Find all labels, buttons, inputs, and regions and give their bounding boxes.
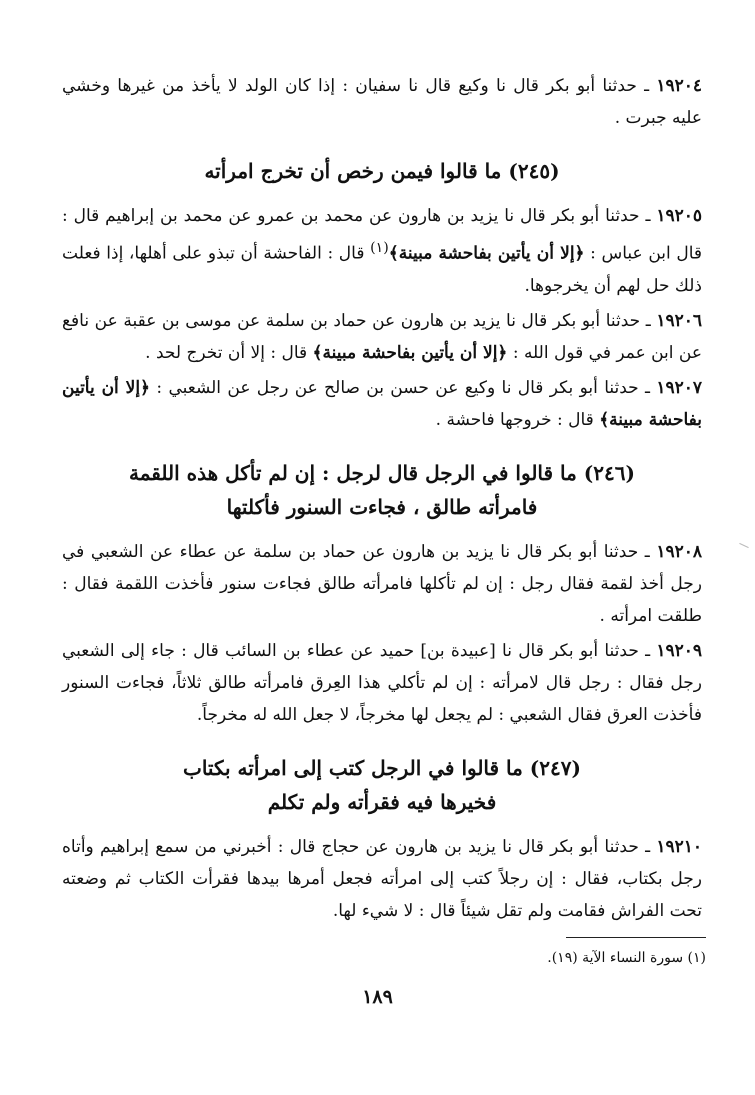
heading-line: فخيرها فيه فقرأته ولم تكلم xyxy=(267,789,497,814)
hadith-text: قال : إلا أن تخرج لحد . xyxy=(145,342,308,363)
hadith-number: ١٩٢٠٩ xyxy=(656,640,702,661)
hadith-text: ـ حدثنا أبو بكر قال نا يزيد بن هارون عن حماد بن سلمة عن عطاء عن الشعبي في رجل أخذ لقمة فقال رجل : إن لم تأكلها فامرأته طالق فجاءت سنور فأخذت اللقمة فقال : طلقت امرأته . xyxy=(62,541,702,626)
hadith-text: ـ حدثنا أبو بكر قال نا يزيد بن هارون عن حماد بن سلمة عن موسى بن عقبة عن نافع عن ابن عمر في قول الله : xyxy=(62,310,702,363)
hadith-text: ـ حدثنا أبو بكر قال نا وكيع عن حسن بن صالح عن رجل عن الشعبي : xyxy=(156,377,651,398)
section-heading-246 xyxy=(62,456,702,524)
footnote: (١) سورة النساء الآية (١٩). xyxy=(547,950,706,966)
hadith-number: ١٩٢١٠ xyxy=(656,836,702,857)
heading-line: (٢٤٧) ما قالوا في الرجل كتب إلى امرأته بكتاب xyxy=(183,755,581,780)
hadith-19206 xyxy=(62,305,702,369)
hadith-number: ١٩٢٠٤ xyxy=(656,76,703,96)
quran-verse: ﴿إلا أن يأتين بفاحشة مبينة﴾ xyxy=(62,377,702,430)
hadith-19209 xyxy=(62,635,702,731)
hadith-number: ١٩٢٠٦ xyxy=(656,310,702,331)
heading-line: (٢٤٥) ما قالوا فيمن رخص أن تخرج امرأته xyxy=(204,159,560,183)
quran-verse: ﴿إلا أن يأتين بفاحشة مبينة﴾ xyxy=(312,342,508,363)
hadith-text: قال : خروجها فاحشة . xyxy=(435,409,594,430)
document-body xyxy=(62,70,702,930)
hadith-19210 xyxy=(62,831,702,927)
hadith-text: ـ حدثنا أبو بكر قال نا يزيد بن هارون عن محمد بن عمرو عن محمد بن إبراهيم قال : قال ابن عباس : xyxy=(62,206,702,264)
section-heading-247 xyxy=(62,751,702,819)
section-heading-245 xyxy=(62,154,702,188)
hadith-number: ١٩٢٠٨ xyxy=(656,541,702,562)
hadith-text: ـ حدثنا أبو بكر قال نا وكيع قال نا سفيان : إذا كان الولد لا يأخذ من غيرها وخشي عليه جبرت . xyxy=(62,76,702,128)
heading-line: فامرأته طالق ، فجاءت السنور فأكلتها xyxy=(226,494,538,519)
hadith-number: ١٩٢٠٧ xyxy=(656,377,703,398)
hadith-number: ١٩٢٠٥ xyxy=(656,206,703,226)
hadith-19208 xyxy=(62,536,702,632)
footnote-divider xyxy=(566,937,706,938)
hadith-text: قال : الفاحشة أن تبذو على أهلها، إذا فعلت ذلك حل لهم أن يخرجوها. xyxy=(62,243,702,296)
page-number: ١٨٩ xyxy=(362,986,393,1008)
quran-verse: ﴿إلا أن يأتين بفاحشة مبينة﴾ xyxy=(388,243,585,264)
hadith-19204 xyxy=(62,70,702,134)
heading-line: (٢٤٦) ما قالوا في الرجل قال لرجل : إن لم تأكل هذه اللقمة xyxy=(129,460,635,485)
footnote-ref: (١) xyxy=(370,240,389,256)
margin-mark xyxy=(739,543,748,548)
hadith-19205 xyxy=(62,200,702,302)
hadith-text: ـ حدثنا أبو بكر قال نا يزيد بن هارون عن حجاج قال : أخبرني من سمع إبراهيم وأتاه رجل بكتاب، فقال : إن رجلاً كتب إلى امرأته فجعل أمرها بيدها فقرأت الكتاب ثم وضعته تحت الفراش فقامت ولم تقل شيئاً قال : لا شيء لها. xyxy=(62,836,702,921)
hadith-text: ـ حدثنا أبو بكر قال نا [عبيدة بن] حميد عن عطاء بن السائب قال : جاء إلى الشعبي رجل فقال : رجل قال لامرأته : إن لم تأكلي هذا العِرق فامرأته طالق ثلاثاً، فجاءت السنور فأخذت العرق فقال الشعبي : لم يجعل لها مخرجاً، لا جعل الله له مخرجاً. xyxy=(62,640,702,725)
hadith-19207 xyxy=(62,372,702,436)
